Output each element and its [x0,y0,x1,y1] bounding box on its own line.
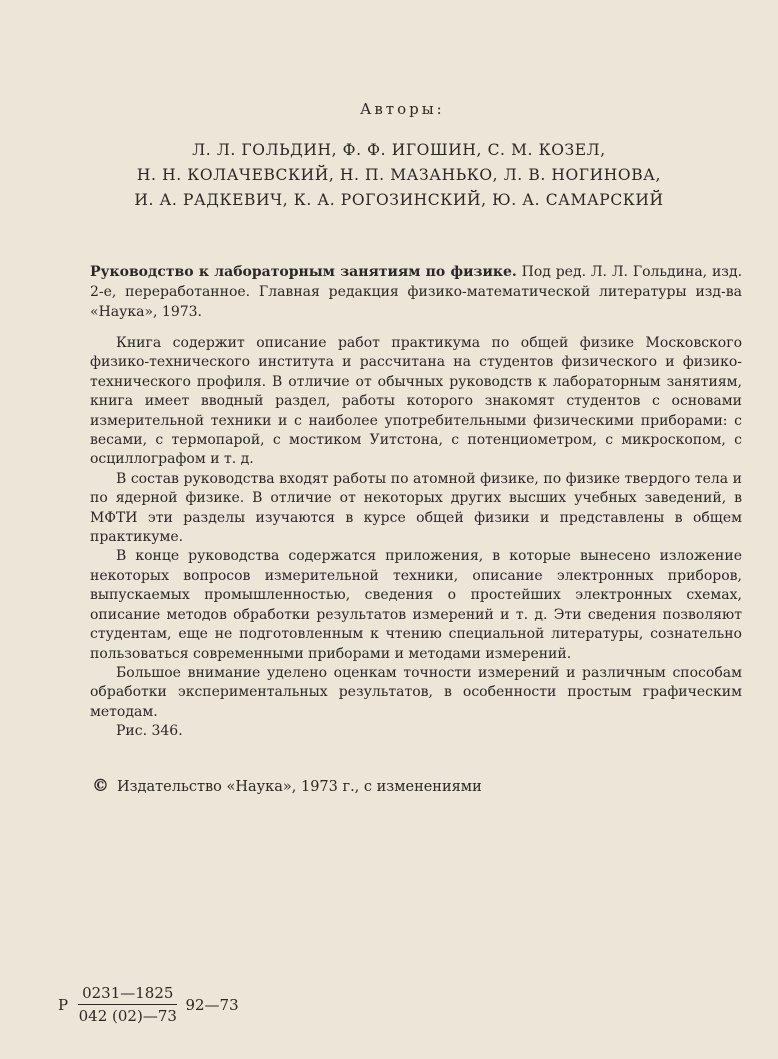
copyright-text: Издательство «Наука», 1973 г., с изменениями [117,779,482,795]
abstract-paragraph: Книга содержит описание работ практикума по общей физике Московского физико-технического института и рассчитана на студентов физического и физико-технического профиля. В отличие от обычных руководств к лабораторным занятиям, книга имеет вводный раздел, работы которого знакомят студентов с основами измерительной техники и с наиболее употребительными физическими приборами: с весами, с термопарой, с мостиком Уитстона, с потенциометром, с микроскопом, с осциллографом и т. д. [90,335,742,468]
abstract-paragraph: В конце руководства содержатся приложения, в которые вынесено изложение некоторых вопросов измерительной техники, описание электронных приборов, выпускаемых промышленностью, сведения о простейших электронных схемах, описание методов обработки результатов измерений и т. д. Эти сведения позволяют студентам, еще не подготовленным к чтению специальной литературы, сознательно пользоваться современными приборами и методами измерений. [90,548,742,662]
bibliographic-citation [90,262,742,322]
abstract-paragraph: В состав руководства входят работы по атомной физике, по физике твердого тела и по ядерной физике. В отличие от некоторых других высших учебных заведений, в МФТИ эти разделы изучаются в курсе общей физики и представлены в общем практикуме. [90,470,742,546]
authors-list [60,138,738,213]
publication-index [58,984,239,1025]
authors-line: Л. Л. ГОЛЬДИН, Ф. Ф. ИГОШИН, С. М. КОЗЕЛ, [192,141,606,159]
copyright-line [92,776,482,796]
index-denominator: 042 (02)—73 [78,1007,177,1025]
index-code: 92—73 [185,995,239,1014]
authors-line: Н. Н. КОЛАЧЕВСКИЙ, Н. П. МАЗАНЬКО, Л. В. НОГИНОВА, [136,166,662,184]
index-numerator: 0231—1825 [78,984,177,1005]
authors-heading: Авторы: [360,100,445,118]
book-title: Руководство к лабораторным занятиям по физике. [90,264,517,280]
figure-count: Рис. 346. [116,723,183,740]
copyright-icon: © [92,776,109,796]
citation-details: Под ред. Л. Л. Гольдина, изд. 2-е, переработанное. Главная редакция физико-математической литературы изд-ва «Наука», 1973. [90,264,743,320]
abstract [90,334,742,742]
index-letter: Р [58,995,69,1014]
authors-line: И. А. РАДКЕВИЧ, К. А. РОГОЗИНСКИЙ, Ю. А. САМАРСКИЙ [134,191,664,209]
index-fraction [78,984,177,1025]
abstract-paragraph: Большое внимание уделено оценкам точности измерений и различным способам обработки экспериментальных результатов, в особенности простым графическим методам. [90,664,742,720]
